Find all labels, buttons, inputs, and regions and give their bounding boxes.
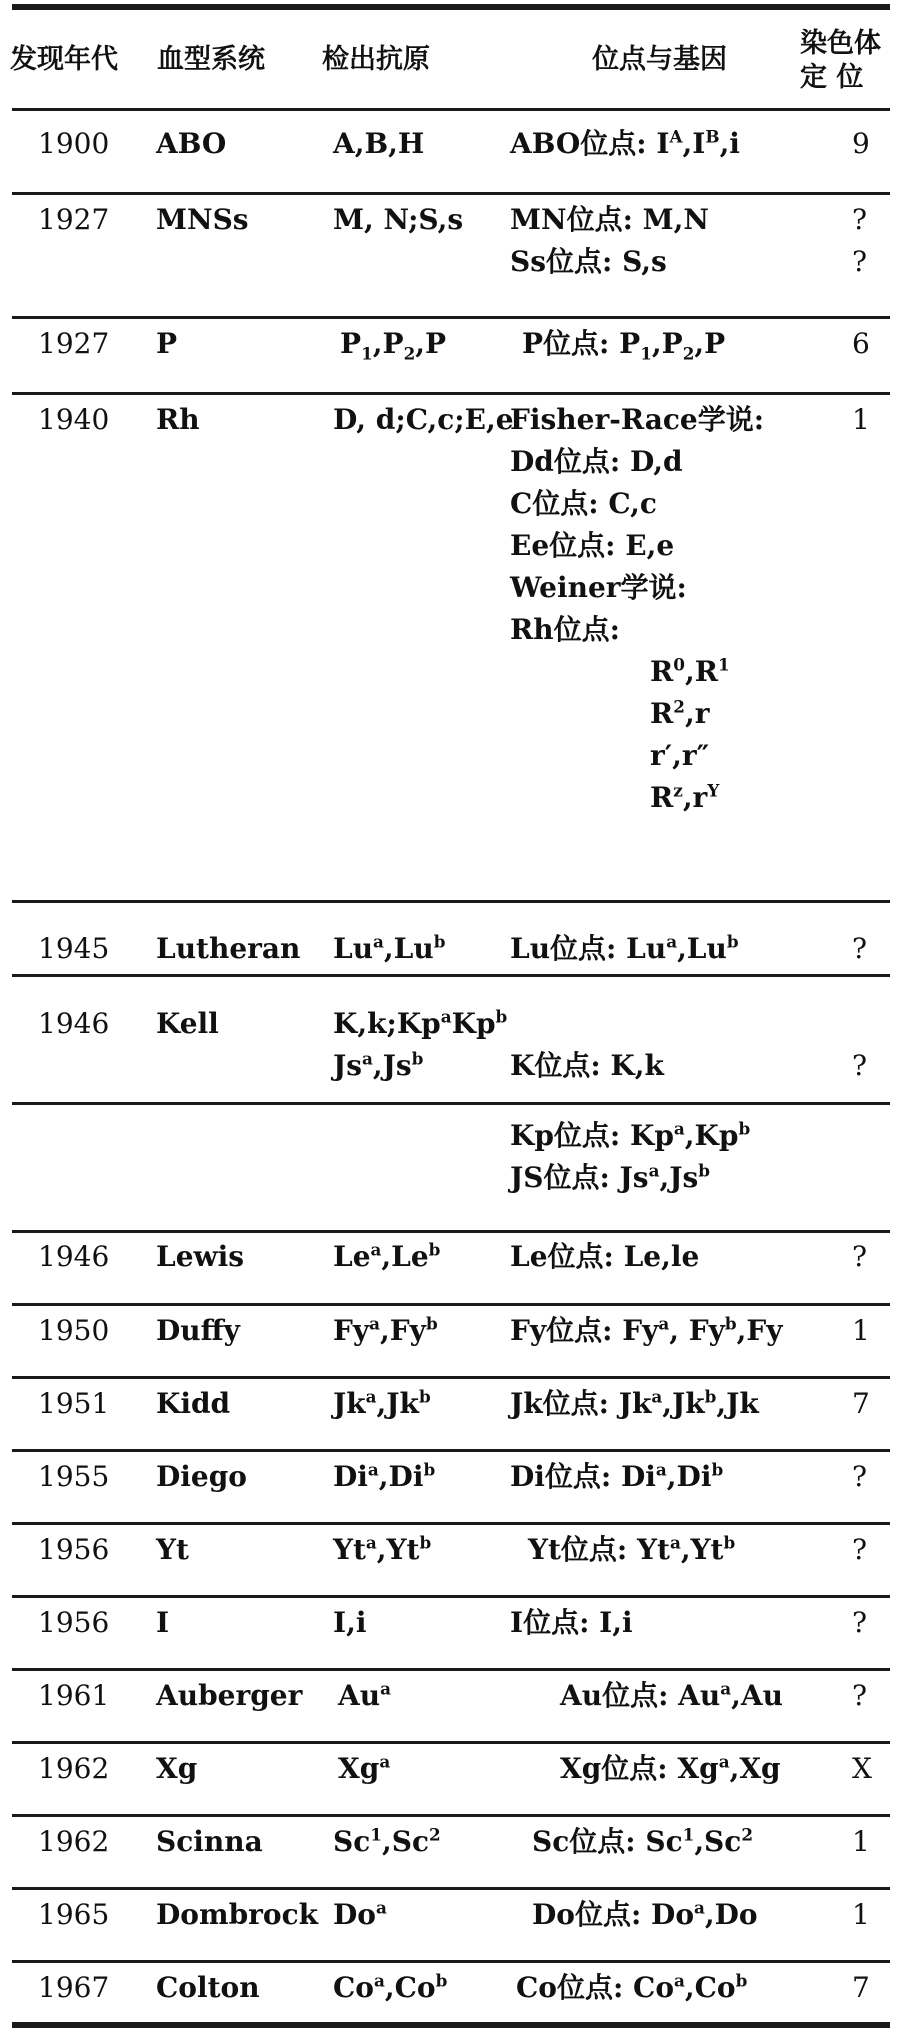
- cell-chromosome: 7: [852, 1387, 870, 1420]
- cell-antigens: Yt$^a$,Yt$^b$: [333, 1532, 432, 1566]
- cell-year: 1965: [38, 1898, 110, 1931]
- cell-year: 1900: [38, 127, 110, 160]
- cell-chromosome: 9: [852, 127, 870, 160]
- cell-system: Lewis: [156, 1240, 245, 1273]
- cell-antigens: Au$^a$: [338, 1678, 391, 1712]
- top-rule: [12, 4, 890, 10]
- cell-year: 1940: [38, 403, 110, 436]
- cell-locus: Rh位点:: [510, 613, 620, 646]
- cell-system: Scinna: [156, 1825, 263, 1858]
- row-separator: [12, 1814, 890, 1817]
- header-chromosome-bottom: 定 位: [800, 62, 864, 93]
- cell-antigens: Js$^a$,Js$^b$: [333, 1048, 424, 1082]
- cell-chromosome: ?: [852, 1460, 868, 1493]
- cell-year: 1962: [38, 1752, 110, 1785]
- cell-locus: Do位点: Do$^a$,Do: [532, 1897, 758, 1931]
- cell-locus: r′,r″: [650, 739, 710, 772]
- row-separator: [12, 1449, 890, 1452]
- header-year: 发现年代: [10, 44, 118, 75]
- cell-year: 1961: [38, 1679, 110, 1712]
- row-separator: [12, 192, 890, 195]
- cell-chromosome: ?: [852, 203, 868, 236]
- cell-antigens: Fy$^a$,Fy$^b$: [333, 1313, 438, 1347]
- cell-antigens: Le$^a$,Le$^b$: [333, 1239, 441, 1273]
- header-rule: [12, 108, 890, 111]
- cell-locus: $R^z,r^Y$: [650, 780, 720, 814]
- row-separator: [12, 1741, 890, 1744]
- cell-year: 1945: [38, 932, 110, 965]
- cell-antigens: $P_1,P_2,P$: [340, 327, 447, 364]
- row-separator: [12, 900, 890, 903]
- row-separator: [12, 1595, 890, 1598]
- row-separator: [12, 1230, 890, 1233]
- cell-locus: Di位点: Di$^a$,Di$^b$: [510, 1459, 724, 1493]
- cell-antigens: Do$^a$: [333, 1897, 387, 1931]
- cell-locus: Jk位点: Jk$^a$,Jk$^b$,Jk: [510, 1386, 759, 1420]
- row-separator: [12, 1668, 890, 1671]
- cell-chromosome: ?: [852, 1049, 868, 1082]
- cell-system: Auberger: [156, 1679, 303, 1712]
- cell-antigens: Co$^a$,Co$^b$: [333, 1970, 448, 2004]
- cell-locus: JS位点: Js$^a$,Js$^b$: [510, 1160, 710, 1194]
- row-separator: [12, 1102, 890, 1105]
- cell-chromosome: 1: [852, 403, 870, 436]
- row-separator: [12, 316, 890, 319]
- cell-year: 1927: [38, 203, 110, 236]
- cell-chromosome: 1: [852, 1825, 870, 1858]
- cell-chromosome: X: [852, 1752, 872, 1785]
- cell-locus: $R^0,R^1$: [650, 654, 730, 688]
- cell-locus: Fisher-Race学说:: [510, 403, 765, 436]
- cell-system: Xg: [156, 1752, 198, 1785]
- cell-chromosome: ?: [852, 1606, 868, 1639]
- cell-system: I: [156, 1606, 170, 1639]
- cell-chromosome: ?: [852, 245, 868, 278]
- row-separator: [12, 1522, 890, 1525]
- cell-antigens: Sc$^1$,Sc$^2$: [333, 1824, 441, 1858]
- cell-chromosome: ?: [852, 1533, 868, 1566]
- cell-year: 1962: [38, 1825, 110, 1858]
- header-locus: 位点与基因: [592, 44, 727, 75]
- cell-locus: ABO位点: $I^A,I^B,i$: [510, 126, 740, 160]
- cell-year: 1951: [38, 1387, 110, 1420]
- cell-locus: Ee位点: E,e: [510, 529, 675, 562]
- cell-locus: Weiner学说:: [510, 571, 687, 604]
- header-chromosome-top: 染色体: [800, 28, 881, 59]
- cell-locus: $R^2,r$: [650, 696, 710, 730]
- cell-year: 1967: [38, 1971, 110, 2004]
- cell-antigens: K,k;Kp$^a$Kp$^b$: [333, 1006, 508, 1040]
- header-antigens: 检出抗原: [322, 44, 430, 75]
- cell-system: Diego: [156, 1460, 247, 1493]
- cell-locus: Xg位点: Xg$^a$,Xg: [560, 1751, 781, 1785]
- cell-locus: Ss位点: S,s: [510, 245, 667, 278]
- cell-locus: Kp位点: Kp$^a$,Kp$^b$: [510, 1118, 751, 1152]
- cell-year: 1950: [38, 1314, 110, 1347]
- cell-locus: Dd位点: D,d: [510, 445, 683, 478]
- cell-system: Kidd: [156, 1387, 231, 1420]
- cell-locus: Yt位点: Yt$^a$,Yt$^b$: [528, 1532, 736, 1566]
- cell-system: Dombrock: [156, 1898, 319, 1931]
- row-separator: [12, 1376, 890, 1379]
- cell-antigens: Lu$^a$,Lu$^b$: [333, 931, 446, 965]
- cell-system: Duffy: [156, 1314, 240, 1347]
- cell-locus: I位点: I,i: [510, 1606, 633, 1639]
- bottom-rule: [12, 2022, 890, 2028]
- row-separator: [12, 392, 890, 395]
- cell-chromosome: 6: [852, 327, 870, 360]
- cell-year: 1946: [38, 1240, 110, 1273]
- row-separator: [12, 1303, 890, 1306]
- cell-locus: Lu位点: Lu$^a$,Lu$^b$: [510, 931, 739, 965]
- cell-locus: Co位点: Co$^a$,Co$^b$: [516, 1970, 748, 2004]
- cell-chromosome: 7: [852, 1971, 870, 2004]
- cell-year: 1946: [38, 1007, 110, 1040]
- cell-locus: Le位点: Le,le: [510, 1240, 700, 1273]
- cell-year: 1955: [38, 1460, 110, 1493]
- cell-chromosome: ?: [852, 1679, 868, 1712]
- cell-locus: K位点: K,k: [510, 1049, 664, 1082]
- cell-antigens: M, N;S,s: [333, 203, 464, 236]
- row-separator: [12, 974, 890, 977]
- cell-system: ABO: [156, 127, 227, 160]
- cell-locus: C位点: C,c: [510, 487, 657, 520]
- cell-antigens: D, d;C,c;E,e: [333, 403, 514, 436]
- cell-locus: Fy位点: Fy$^a$, Fy$^b$,Fy: [510, 1313, 783, 1347]
- cell-chromosome: ?: [852, 932, 868, 965]
- cell-antigens: Xg$^a$: [338, 1751, 391, 1785]
- cell-chromosome: ?: [852, 1240, 868, 1273]
- cell-system: Lutheran: [156, 932, 301, 965]
- cell-locus: MN位点: M,N: [510, 203, 710, 236]
- cell-system: MNSs: [156, 203, 249, 236]
- cell-chromosome: 1: [852, 1898, 870, 1931]
- cell-year: 1956: [38, 1533, 110, 1566]
- header-system: 血型系统: [157, 44, 265, 75]
- cell-system: P: [156, 327, 178, 360]
- cell-system: Yt: [156, 1533, 189, 1566]
- cell-system: Rh: [156, 403, 200, 436]
- row-separator: [12, 1887, 890, 1890]
- cell-chromosome: 1: [852, 1314, 870, 1347]
- cell-locus: Au位点: Au$^a$,Au: [560, 1678, 783, 1712]
- cell-year: 1927: [38, 327, 110, 360]
- cell-locus: P位点: $P_1,P_2,P$: [522, 327, 726, 364]
- cell-antigens: Jk$^a$,Jk$^b$: [333, 1386, 431, 1420]
- cell-system: Colton: [156, 1971, 260, 2004]
- row-separator: [12, 1960, 890, 1963]
- cell-locus: Sc位点: Sc$^1$,Sc$^2$: [532, 1824, 754, 1858]
- cell-year: 1956: [38, 1606, 110, 1639]
- cell-antigens: A,B,H: [333, 127, 425, 160]
- cell-antigens: I,i: [333, 1606, 367, 1639]
- cell-antigens: Di$^a$,Di$^b$: [333, 1459, 436, 1493]
- cell-system: Kell: [156, 1007, 219, 1040]
